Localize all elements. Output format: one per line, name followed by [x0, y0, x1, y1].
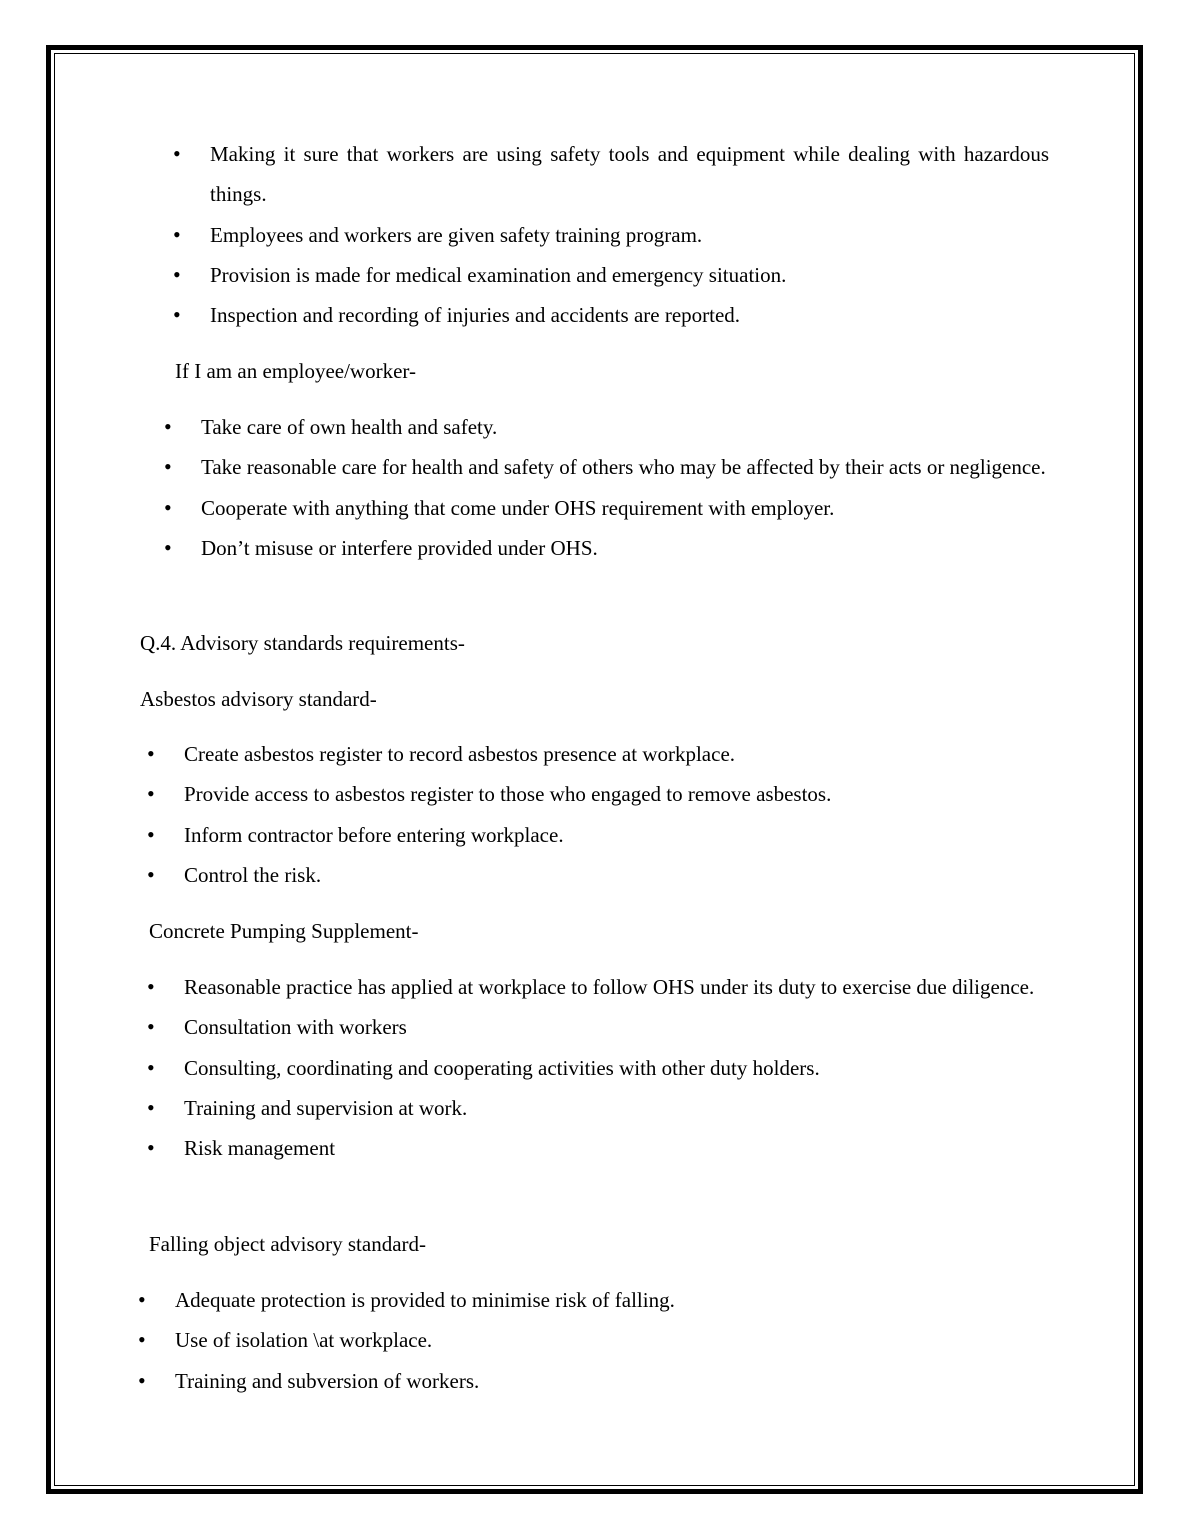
- list-item: • Inspection and recording of injuries and accidents are reported.: [210, 295, 1049, 335]
- bullet-icon: •: [147, 861, 155, 887]
- bullet-icon: •: [164, 414, 172, 439]
- list-item: • Consulting, coordinating and cooperating activities with other duty holders.: [184, 1048, 1049, 1088]
- list-item: • Don’t misuse or interfere provided under OHS.: [201, 528, 1049, 568]
- list-item: • Making it sure that workers are using safety tools and equipment while dealing with hazardous things.: [210, 134, 1049, 215]
- bullet-icon: •: [173, 141, 181, 166]
- asbestos-list: [147, 734, 1049, 895]
- list-item: • Adequate protection is provided to minimise risk of falling.: [175, 1280, 1049, 1320]
- employee-heading: If I am an employee/worker-: [175, 359, 416, 383]
- bullet-icon: •: [138, 1367, 146, 1393]
- concrete-heading: Concrete Pumping Supplement-: [149, 919, 419, 943]
- bullet-icon: •: [147, 1094, 155, 1120]
- bullet-icon: •: [147, 1014, 155, 1040]
- list-item: • Training and subversion of workers.: [175, 1361, 1049, 1401]
- bullet-icon: •: [147, 821, 155, 847]
- bullet-icon: •: [173, 302, 181, 328]
- bullet-icon: •: [173, 221, 181, 247]
- falling-list: [138, 1280, 1049, 1401]
- bullet-icon: •: [147, 741, 155, 766]
- bullet-icon: •: [147, 974, 155, 999]
- list-item: • Reasonable practice has applied at workplace to follow OHS under its duty to exercise due diligence.: [184, 967, 1049, 1007]
- list-item: • Training and supervision at work.: [184, 1088, 1049, 1128]
- concrete-list: [147, 967, 1049, 1168]
- list-item: • Create asbestos register to record asbestos presence at workplace.: [184, 734, 1049, 774]
- list-item: • Provide access to asbestos register to those who engaged to remove asbestos.: [184, 774, 1049, 814]
- bullet-icon: •: [164, 534, 172, 560]
- list-item: • Employees and workers are given safety training program.: [210, 215, 1049, 255]
- list-item: • Risk management: [184, 1128, 1049, 1168]
- list-item: • Control the risk.: [184, 855, 1049, 895]
- bullet-icon: •: [173, 261, 181, 287]
- employer-duties-list: [173, 134, 1049, 335]
- employee-duties-list: [164, 407, 1049, 568]
- list-item: • Take care of own health and safety.: [201, 407, 1049, 447]
- bullet-icon: •: [138, 1327, 146, 1353]
- list-item: • Consultation with workers: [184, 1007, 1049, 1047]
- list-item: • Use of isolation \at workplace.: [175, 1320, 1049, 1360]
- list-item: • Inform contractor before entering workplace.: [184, 815, 1049, 855]
- bullet-icon: •: [138, 1287, 146, 1312]
- q4-heading: Q.4. Advisory standards requirements-: [140, 631, 465, 655]
- list-item: • Take reasonable care for health and safety of others who may be affected by their acts or negligence.: [201, 447, 1049, 487]
- bullet-icon: •: [147, 1135, 155, 1161]
- bullet-icon: •: [147, 781, 155, 807]
- bullet-icon: •: [164, 494, 172, 520]
- asbestos-heading: Asbestos advisory standard-: [140, 687, 377, 711]
- list-item: • Provision is made for medical examination and emergency situation.: [210, 255, 1049, 295]
- bullet-icon: •: [147, 1054, 155, 1080]
- list-item: • Cooperate with anything that come under OHS requirement with employer.: [201, 488, 1049, 528]
- bullet-icon: •: [164, 454, 172, 480]
- falling-heading: Falling object advisory standard-: [149, 1232, 427, 1256]
